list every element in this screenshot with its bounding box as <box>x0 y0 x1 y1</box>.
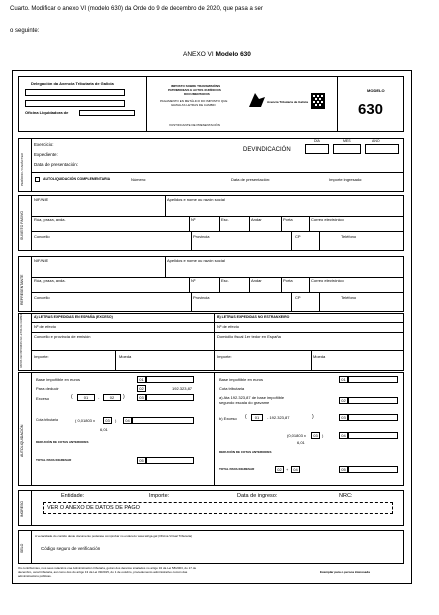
b-a-label: a) Ata 192.323,87 de base impoñible <box>219 395 285 400</box>
letras-side-label: DATOS DEFINITORIOS DA LETRA DE CAMBIO <box>20 313 23 368</box>
b-box-05: 05 <box>339 466 348 473</box>
b-rate-close: ) <box>322 433 324 438</box>
b-total-field[interactable] <box>348 466 398 473</box>
b-exc-close: ) <box>312 414 314 420</box>
tax-title-1: IMPOSTO SOBRE TRANSMISIÓNS <box>171 84 221 88</box>
footer <box>18 566 404 584</box>
rep-provincia-label: Provincia <box>193 295 210 300</box>
a-base-label: Base impoñible en euros <box>36 377 81 382</box>
a-moeda-label: Moeda <box>119 354 132 359</box>
complementary-label: AUTOLIQUIDACIÓN COMPLEMENTARIA <box>43 177 111 181</box>
b-box-02: 02 <box>339 397 348 404</box>
b-base-field[interactable] <box>348 376 398 383</box>
a-exc-box-01: 01 <box>77 394 95 401</box>
rep-porta-label: Porta <box>283 278 293 283</box>
a-exceso-label: Exceso <box>36 396 50 401</box>
entidade-label: Entidade: <box>61 493 85 499</box>
b-box-04: 04 <box>339 432 348 439</box>
rep-name-label: Apelidos e nome ou razón social <box>167 258 225 263</box>
file-label: Expediente: <box>34 152 58 157</box>
b-base-label: Base impoñible en euros <box>219 377 264 382</box>
devindication-label: DEVINDICACIÓN <box>243 147 291 153</box>
sujeto-street-label: Rúa, praza, avda. <box>34 217 66 222</box>
a-rate-label: ( 0,01803 x <box>75 418 96 423</box>
day-field[interactable] <box>305 144 329 154</box>
sujeto-no-label: Nº <box>191 217 196 222</box>
b-cota-label: Cota tributaria <box>219 386 245 391</box>
b-cota-field[interactable] <box>348 432 398 439</box>
rep-nif-label: NIF/NIE <box>34 258 49 263</box>
rep-email-label: Correo electrónico <box>311 278 344 283</box>
sujeto-email-label: Correo electrónico <box>311 217 344 222</box>
agency-label: Delegación da Axencia Tributaria de Galicia <box>31 81 114 86</box>
verify-text: A veracidade do contido deste documento poderase comprobar no enderezo www.atriga.gal (Oficina Virtual Tributaria) <box>35 534 193 538</box>
b-box-03: 03 <box>339 414 348 421</box>
year-label: ANO <box>372 139 380 143</box>
b-total-plus: + <box>286 467 289 472</box>
sujeto-side-label: SUXEITO PASIVO <box>20 210 24 240</box>
page-title: ANEXO VI Modelo 630 <box>183 51 251 58</box>
b-six-label: 6,01 <box>297 440 305 445</box>
payment-annex-text: VER O ANEXO DE DATOS DE PAGO <box>47 505 140 511</box>
header-section <box>18 76 404 132</box>
a-importe-label: Importe: <box>34 354 49 359</box>
b-domicilio-label: Domicilio fiscal 1er tedor en España <box>217 334 281 339</box>
footer-line-3: administracións públicas. <box>18 574 52 578</box>
b-rate-box: 03 <box>311 432 320 439</box>
csv-label: Código seguro de verificación <box>41 546 101 551</box>
representante-side-label: REPRESENTANTE <box>20 274 24 305</box>
a-rate-box: 03 <box>103 417 112 424</box>
a-deduct-amount: 192.323,87 <box>172 386 193 391</box>
b-rate-label: (0,01803 x <box>287 433 306 438</box>
b-exc-box-01: 01 <box>251 414 263 421</box>
a-six-label: 6,01 <box>100 427 108 432</box>
footer-line-1: Os contribuíntes, nos seus relacións coa Administración tributaria, gozan dos dereitos sinalados no artigo 34 da Lei 58/2003, do 17 de <box>18 566 197 570</box>
a-exc-minus: - <box>98 395 100 400</box>
a-deduction-label: DEDUCIÓN DE COTAS ANTERIORES <box>36 440 89 444</box>
a-deduct-label: Para deducir <box>36 386 59 391</box>
sujeto-porta-label: Porta <box>283 217 293 222</box>
sujeto-name-label: Apelidos e nome ou razón social <box>167 197 225 202</box>
footer-line-2: decembro, xeral tributaria, así como dos do artigo 13 da Lei 39/2015, do 1 de outubro, procedemento administrativo común das <box>18 570 188 574</box>
sujeto-section <box>18 195 404 251</box>
b-deduction-label: DEDUCIÓN DE COTAS ANTERIORES <box>219 450 272 454</box>
b-moeda-label: Moeda <box>313 354 326 359</box>
copy-label: Exemplar para o persoa interesada <box>320 570 370 574</box>
agency-field[interactable] <box>25 89 125 96</box>
b-box-01: 01 <box>339 376 348 383</box>
rep-esc-label: Esc. <box>221 278 229 283</box>
sujeto-esc-label: Esc. <box>221 217 229 222</box>
letras-section <box>18 313 404 371</box>
tax-title-4: PAGAMENTO EN METÁLICO DO IMPOSTO QUE <box>160 99 228 103</box>
presentation-date-label: Data de presentación: <box>34 162 79 167</box>
number-label: Número: <box>131 177 147 182</box>
a-exceso-field[interactable] <box>146 394 194 401</box>
sujeto-telefono-label: Teléfono <box>341 234 357 239</box>
autoliq-side-label: AUTOLIQUIDACIÓN <box>20 424 24 457</box>
a-total-label: TOTAL PARA INGRESAR <box>36 458 72 462</box>
month-field[interactable] <box>333 144 361 154</box>
agency-logo: Axencia Tributaria de Galicia <box>267 100 309 104</box>
presentation-date-2-label: Data de presentación: <box>231 177 271 182</box>
selo-side-label: SELO <box>20 543 24 553</box>
model-number: 630 <box>358 101 384 118</box>
office-label: Oficina Liquidadora de <box>25 110 69 115</box>
b-total-box-04: 04 <box>291 466 300 473</box>
rep-andar-label: Andar <box>251 278 262 283</box>
complementary-checkbox[interactable] <box>35 177 40 182</box>
intro-line-2: o seguinte: <box>10 28 40 34</box>
tax-title-5: GRAVA AS LETRAS DE CAMBIO <box>171 103 216 107</box>
letras-b-title: B) LETRAS EXPEDIDAS NO ESTRANXEIRO <box>217 315 290 319</box>
tax-title-3: DOCUMENTADOS <box>184 92 210 96</box>
a-cota-label: Cota tributaria <box>36 418 58 422</box>
b-exc-open: ( <box>245 414 247 420</box>
periodo-section <box>18 138 404 192</box>
b-effect-label: Nº de efecto <box>217 324 239 329</box>
rep-street-label: Rúa, praza, avda. <box>34 278 66 283</box>
sujeto-provincia-label: Provincia <box>193 234 210 239</box>
a-box-03: 03 <box>137 394 146 401</box>
a-effect-label: Nº de efecto <box>34 324 56 329</box>
a-box-01: 01 <box>137 376 146 383</box>
exercise-label: Exercicio: <box>34 142 54 147</box>
tax-title-2: PATRIMONIAIS E ACTOS XURÍDICOS <box>168 88 221 92</box>
b-exceso-label: b) Exceso <box>219 416 237 421</box>
b-importe-label: Importe: <box>217 354 232 359</box>
model-label: MODELO <box>367 88 385 93</box>
a-box-02: 02 <box>137 385 146 392</box>
a-exc-close: ) <box>123 394 125 400</box>
a-box-04: 04 <box>123 417 132 424</box>
amount-paid-label: Importe ingresado: <box>329 177 363 182</box>
nrc-label: NRC: <box>339 493 353 499</box>
letras-a-title: A) LETRAS EXPEDIDAS EN ESPAÑA (EXCESO) <box>34 315 113 319</box>
b-a-field[interactable] <box>348 397 398 404</box>
representante-section <box>18 256 404 312</box>
periodo-side-label: PERÍODO / CARÁCTER <box>20 153 24 186</box>
year-field[interactable] <box>365 144 399 154</box>
a-box-05: 05 <box>137 457 146 464</box>
selo-section <box>18 530 404 564</box>
ingreso-side-label: INGRESO <box>20 500 24 517</box>
xunta-logo-icon <box>311 93 325 109</box>
galicia-emblem-icon <box>245 89 269 109</box>
a-exc-box-02: 02 <box>103 394 121 401</box>
a-concello-label: Concello e provincia de emisión <box>34 334 91 339</box>
rep-cp-label: CP <box>295 295 301 300</box>
a-cota-field[interactable] <box>132 417 194 424</box>
sujeto-concello-label: Concello <box>34 234 50 239</box>
rep-concello-label: Concello <box>34 295 50 300</box>
sujeto-nif-label: NIF/NIE <box>34 197 49 202</box>
proof-label: XUSTIFICANTE DE PRESENTACIÓN <box>169 123 220 127</box>
data-ingreso-label: Data de ingreso: <box>237 493 278 499</box>
agency-field-2[interactable] <box>25 100 125 107</box>
a-rate-close: ) <box>115 418 117 423</box>
b-exc-minus: - 192.323,87 <box>267 415 290 420</box>
importe-label: Importe: <box>149 493 170 499</box>
b-total-label: TOTAL PARA INGRESAR <box>219 467 255 471</box>
office-field[interactable] <box>79 110 135 116</box>
b-total-box-02: 02 <box>275 466 284 473</box>
day-label: DÍA <box>314 139 320 143</box>
ingreso-section <box>18 490 404 526</box>
autoliquidacion-section <box>18 372 404 486</box>
b-a2-label: segundo escala do gravame <box>219 400 270 405</box>
a-base-field[interactable] <box>146 376 194 383</box>
intro-line-1: Cuarto. Modificar o anexo VI (modelo 630) da Orde do 9 de decembro de 2020, que pasa a ser <box>10 6 263 12</box>
payment-annex-box <box>43 502 393 514</box>
month-label: MES <box>343 139 351 143</box>
a-total-field[interactable] <box>146 457 194 464</box>
b-exceso-field[interactable] <box>348 414 398 421</box>
a-exc-open: ( <box>71 394 73 400</box>
sujeto-cp-label: CP <box>295 234 301 239</box>
sujeto-andar-label: Andar <box>251 217 262 222</box>
rep-telefono-label: Teléfono <box>341 295 357 300</box>
rep-no-label: Nº <box>191 278 196 283</box>
